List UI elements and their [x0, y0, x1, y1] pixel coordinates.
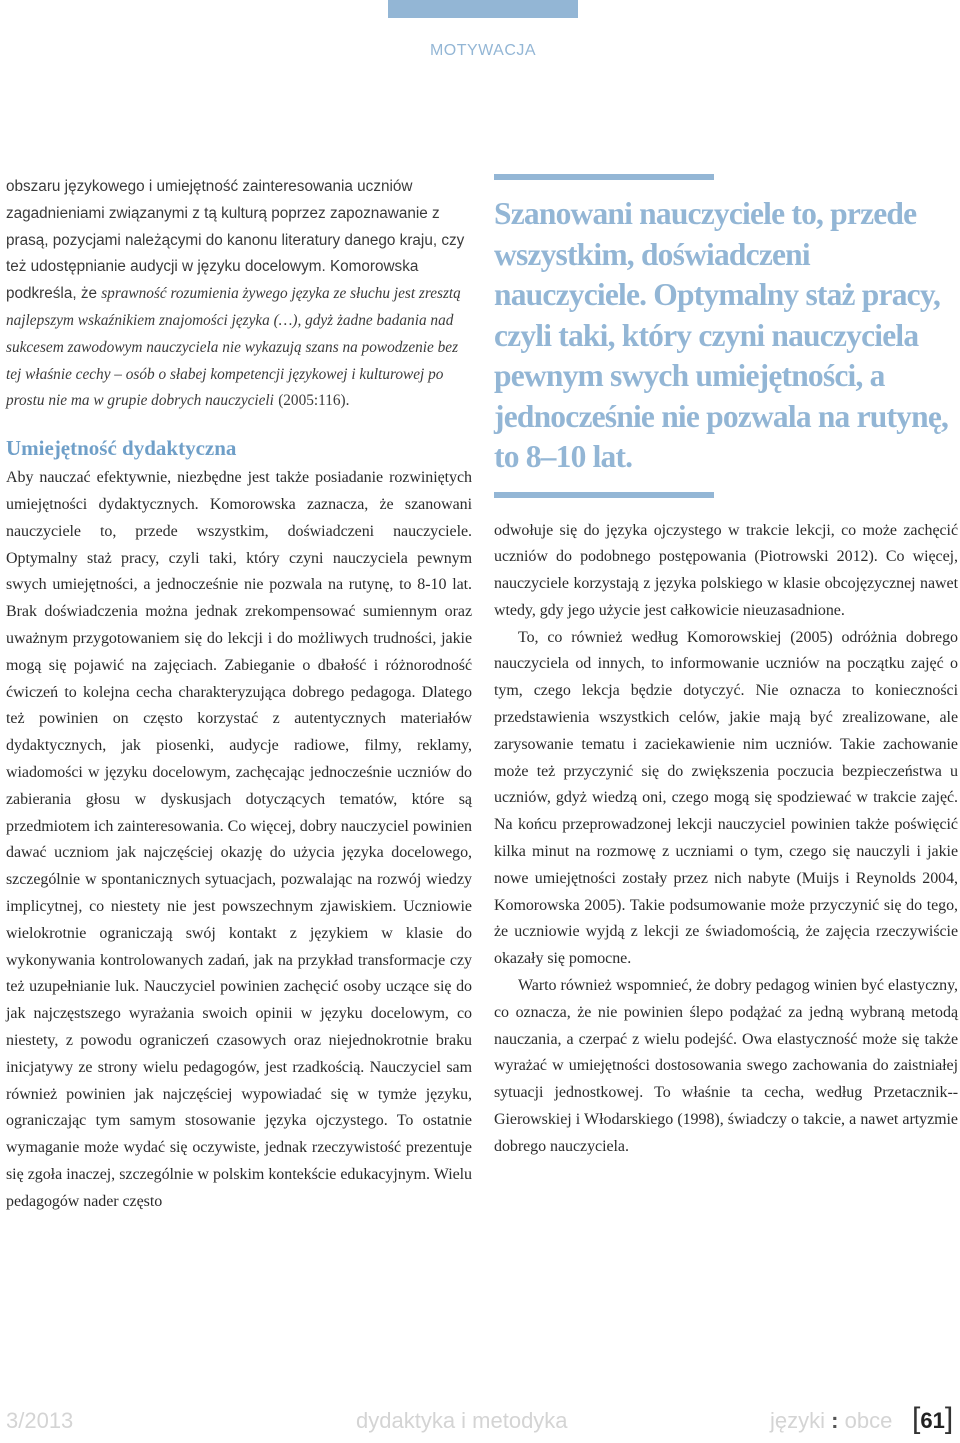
right-paragraph-3: Warto również wspomnieć, że dobry pedagog winien być elastyczny, co oznacza, że nie powinien ślepo podążać za jedną wybraną metodą nauczania, a czerpać z wielu podejść. Owa elastyczność może się także wyrażać w umiejętności dostosowania swego zachowania do zaistniałej sytuacji jednostkowej. To właśnie ta cecha, według Przetacznik--Gierowskiej i Włodarskiego (1998), świadczy o takcie, a nawet artyzmie dobrego nauczyciela. [494, 977, 958, 1155]
subheading-didactic-skill: Umiejętność dydaktyczna [6, 436, 237, 461]
footer-magazine [770, 1408, 892, 1434]
pull-quote: Szanowani nauczyciele to, przede wszystkim, doświadczeni nauczyciele. Optymalny staż pracy, czyli taki, który czyni nauczyciela pewnym swych umiejętności, a jednocześnie nie pozwala na rutynę, to 8–10 lat. [494, 196, 949, 474]
pull-quote-bottom-rule [494, 492, 714, 498]
left-paragraph-1 [6, 174, 472, 415]
right-paragraph-1: odwołuje się do języka ojczystego w trakcie lekcji, co może zachęcić uczniów do podobnego postępowania (Piotrowski 2012). Co więcej, nauczyciele korzystają z języka polskiego w klasie obcojęzycznej nawet wtedy, gdy jego użycie jest całkowicie nieuzasadnione. [494, 521, 958, 619]
left-p1-quote: sprawność rozumienia żywego języka ze słuchu jest zresztą najlepszym wskaźnikiem znajomości języka (…), gdyż żadne badania nad sukcesem zawodowym nauczyciela nie wykazują szans na powodzenie bez tej właśnie cechy – osób o słabej kompetencji językowej i kulturowej po prostu nie ma w grupie dobrych nauczycieli [6, 285, 461, 410]
left-p1-citation: (2005:116). [278, 392, 350, 410]
footer-magazine-right: obce [844, 1408, 893, 1433]
right-column [494, 174, 958, 1161]
section-label-text: MOTYWACJA [429, 42, 537, 59]
left-paragraph-2: Aby nauczać efektywnie, niezbędne jest także posiadanie rozwiniętych umiejętności dydaktycznych. Komorowska zaznacza, że szanowani nauczyciele to, przede wszystkim, doświadczeni nauczyciele. Optymalny staż pracy, czyli taki, który czyni nauczyciela pewnym swych umiejętności, a jednocześnie nie pozwala na rutynę, to 8-10 lat. Brak doświadczenia można jednak zrekompensować sumiennym oraz uważnym przygotowaniem się do lekcji i do możliwych trudności, jakie mogą się pojawić na zajęciach. Zabieganie o dbałość i różnorodność ćwiczeń to kolejna cecha charakteryzująca dobrego pedagoga. Dlatego też powinien on często korzystać z autentycznych materiałów dydaktycznych, jak piosenki, audycje radiowe, filmy, reklamy, wiadomości w języku docelowym, zachęcając jednocześnie uczniów do zabierania głosu w dyskusjach dotyczących tematów, które są przedmiotem ich zainteresowania. Co więcej, dobry nauczyciel powinien dawać uczniom jak najczęściej okazję do użycia języka docelowego, szczególnie w spontanicznych sytuacjach, pozwalając na rozwój wiedzy implicytnej, co niestety nie jest powszechnym zjawiskiem. Uczniowie wielokrotnie ograniczają swój kontakt z językiem w klasie do wykonywania kontrolowanych zadań, jak na przykład transformacje czy też uzupełnianie luk. Nauczyciel powinien zachęcić osoby uczące się do jak najczęstszego wyrażania swoich opinii w języku docelowym, co niestety, z powodu ograniczeń czasowych oraz niejednokrotnie braku inicjatywy ze strony wielu pedagogów, jest rzadkością. Nauczyciel sam również powinien jak najczęściej wypowiadać się w tymże języku, ograniczając tym samym stosowanie języka ojczystego. To ostatnie wymaganie może wydać się oczywiste, jednak rzeczywistość prezentuje się zgoła inaczej, szczególnie w polskim kontekście edukacyjnym. Wielu pedagogów nader często [6, 469, 472, 1210]
footer-magazine-colon: : [831, 1408, 839, 1433]
left-p1-text: obszaru językowego i umiejętność zainteresowania uczniów zagadnieniami związanymi z tą kulturą poprzez zapoznawanie z prasą, pozycjami należącymi do kanonu literatury danego kraju, czy też udostępnianie audycji w języku docelowym. Komorowska podkreśla, że [6, 178, 465, 303]
left-column [6, 174, 472, 1215]
top-color-band [388, 0, 578, 18]
page-bracket-open: [ [912, 1402, 921, 1435]
page-bracket-close: ] [944, 1402, 954, 1435]
page-footer [0, 1400, 960, 1440]
page-number-value: 61 [920, 1408, 945, 1433]
page-number [912, 1402, 953, 1436]
right-paragraph-2: To, co również według Komorowskiej (2005) odróżnia dobrego nauczyciela od innych, to informowanie uczniów na początku zajęć o tym, czego lekcja będzie dotyczyć. Nie oznacza to konieczności przedstawienia wszystkich celów, jakie mają być zrealizowane, ale zarysowanie tematu i zaciekawienie nim uczniów. Takie zachowanie może też przyczynić się do zwiększenia poczucia bezpieczeństwa u uczniów, gdyż wiedzą oni, czego mogą się spodziewać w trakcie zajęć. Na końcu przeprowadzonej lekcji nauczyciel powinien także poświęcić kilka minut na rozmowę z uczniami o tym, czego się nauczyli i jakie nowe umiejętności zostały przez nich nabyte (Muijs i Reynolds 2004, Komorowska 2005). Takie podsumowanie może przyczynić się do tego, że uczniowie wyjdą z lekcji ze świadomością, że zajęcia rzeczywiście okazały się pomocne. [494, 628, 958, 968]
footer-section: dydaktyka i metodyka [356, 1408, 568, 1433]
footer-issue: 3/2013 [6, 1408, 74, 1433]
section-label [388, 42, 578, 60]
pull-quote-top-rule [494, 174, 714, 180]
footer-magazine-left: języki [770, 1408, 826, 1433]
